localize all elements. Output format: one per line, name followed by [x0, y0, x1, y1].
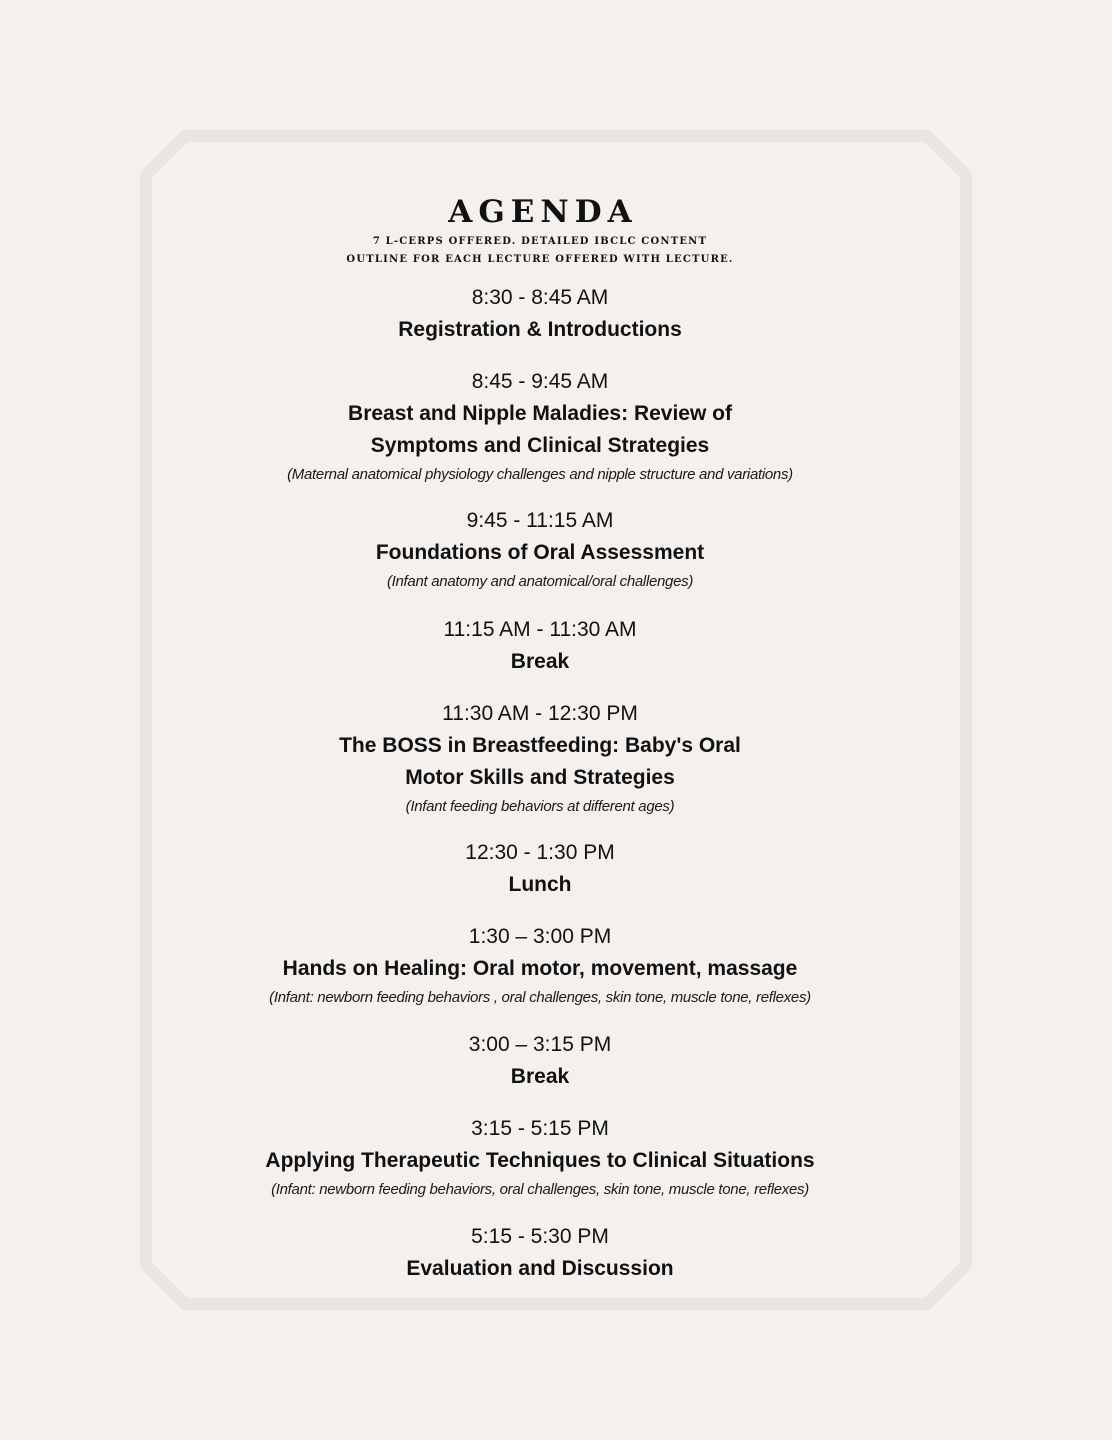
- agenda-session-title: Symptoms and Clinical Strategies: [370, 434, 710, 457]
- agenda-item: [140, 921, 940, 1009]
- agenda-session-title: Applying Therapeutic Techniques to Clinical Situations: [265, 1149, 815, 1172]
- agenda-item: [140, 282, 940, 346]
- subtitle-line-1: 7 L-CERPS OFFERED. DETAILED IBCLC CONTENT: [372, 236, 708, 247]
- agenda-session-title: Breast and Nipple Maladies: Review of: [348, 402, 732, 425]
- agenda-item: [140, 1029, 940, 1093]
- agenda-session-title: Break: [510, 650, 570, 673]
- subtitle-line-2: OUTLINE FOR EACH LECTURE OFFERED WITH LECTURE.: [346, 254, 734, 265]
- agenda-description: (Infant anatomy and anatomical/oral challenges): [386, 573, 694, 590]
- agenda-description: (Maternal anatomical physiology challenges and nipple structure and variations): [287, 466, 793, 483]
- agenda-time: 11:15 AM - 11:30 AM: [443, 618, 637, 641]
- agenda-session-title: The BOSS in Breastfeeding: Baby's Oral: [339, 734, 741, 757]
- agenda-time: 3:15 - 5:15 PM: [471, 1117, 609, 1140]
- agenda-time: 12:30 - 1:30 PM: [465, 841, 615, 864]
- agenda-time: 8:30 - 8:45 AM: [471, 286, 609, 309]
- agenda-time: 3:00 – 3:15 PM: [468, 1033, 612, 1056]
- agenda-content: [140, 130, 940, 1310]
- agenda-session-title: Hands on Healing: Oral motor, movement, massage: [282, 957, 798, 980]
- agenda-description: (Infant: newborn feeding behaviors , oral challenges, skin tone, muscle tone, reflexes): [269, 989, 811, 1006]
- agenda-description: (Infant: newborn feeding behaviors, oral challenges, skin tone, muscle tone, reflexes): [271, 1181, 809, 1198]
- agenda-session-title: Foundations of Oral Assessment: [375, 541, 705, 564]
- agenda-item: [140, 505, 940, 593]
- agenda-item: [140, 1221, 940, 1285]
- agenda-session-title: Lunch: [508, 873, 572, 896]
- agenda-time: 1:30 – 3:00 PM: [468, 925, 612, 948]
- agenda-item: [140, 837, 940, 901]
- agenda-time: 5:15 - 5:30 PM: [471, 1225, 609, 1248]
- agenda-time: 8:45 - 9:45 AM: [471, 370, 609, 393]
- agenda-item: [140, 614, 940, 678]
- agenda-description: (Infant feeding behaviors at different ages): [405, 798, 675, 815]
- agenda-session-title: Motor Skills and Strategies: [405, 766, 675, 789]
- agenda-time: 11:30 AM - 12:30 PM: [442, 702, 638, 725]
- agenda-item: [140, 366, 940, 486]
- agenda-item: [140, 698, 940, 818]
- agenda-item: [140, 1113, 940, 1201]
- agenda-session-title: Registration & Introductions: [398, 318, 682, 341]
- agenda-session-title: Evaluation and Discussion: [406, 1257, 674, 1280]
- agenda-time: 9:45 - 11:15 AM: [466, 509, 614, 532]
- agenda-session-title: Break: [510, 1065, 570, 1088]
- page-title: AGENDA: [448, 194, 638, 230]
